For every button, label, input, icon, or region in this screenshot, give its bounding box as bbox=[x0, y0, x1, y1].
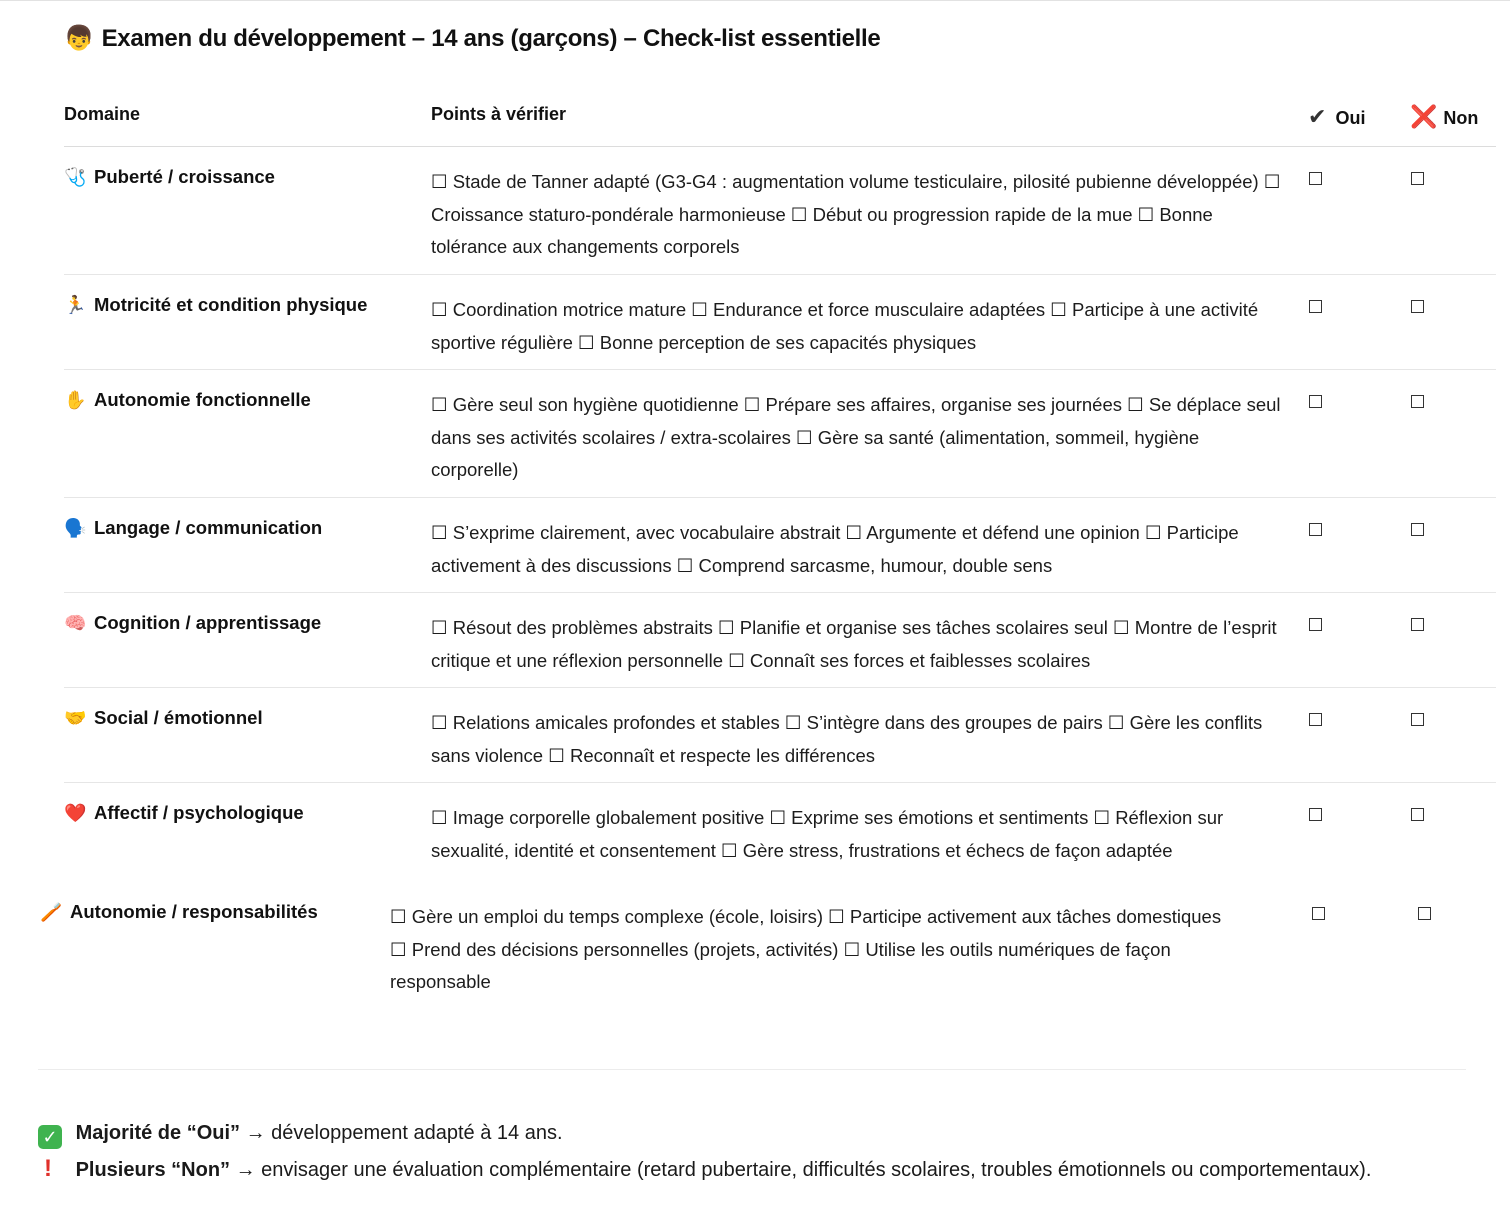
verdict-no-bold: Plusieurs “Non” bbox=[75, 1159, 231, 1181]
verdict-yes-text: développement adapté à 14 ans. bbox=[271, 1122, 563, 1144]
oui-checkbox[interactable] bbox=[1309, 172, 1323, 186]
oui-checkbox[interactable] bbox=[1312, 907, 1326, 921]
checkbox-icon[interactable] bbox=[1309, 395, 1322, 408]
oui-checkbox[interactable] bbox=[1309, 300, 1323, 314]
checkbox-icon[interactable] bbox=[1309, 808, 1322, 821]
checkbox-icon[interactable] bbox=[1411, 300, 1424, 313]
table-row bbox=[64, 389, 1496, 498]
checkbox-icon[interactable] bbox=[1312, 907, 1325, 920]
non-checkbox[interactable] bbox=[1411, 713, 1425, 727]
domain-icon: 🤝 bbox=[64, 708, 87, 728]
table-row bbox=[64, 294, 1496, 370]
domain-label: Social / émotionnel bbox=[94, 707, 263, 728]
arrow-icon: → bbox=[245, 1122, 266, 1144]
red-exclamation-icon: ! bbox=[44, 1155, 52, 1182]
checkbox-icon[interactable] bbox=[1309, 523, 1322, 536]
table-row bbox=[64, 517, 1496, 593]
non-checkbox[interactable] bbox=[1411, 523, 1425, 537]
domain-cell bbox=[40, 901, 318, 923]
domain-cell bbox=[64, 802, 304, 824]
points-cell: ☐ Résout des problèmes abstraits ☐ Planifie et organise ses tâches scolaires seul ☐ Montre de l’esprit critique et une réflexion personnelle ☐ Connaît ses forces et faiblesses scolaires bbox=[431, 617, 1277, 671]
checkbox-icon[interactable] bbox=[1309, 300, 1322, 313]
section-divider bbox=[38, 1069, 1466, 1070]
domain-icon: 🏃 bbox=[64, 295, 87, 315]
table-header bbox=[64, 100, 1496, 147]
checkbox-icon[interactable] bbox=[1309, 172, 1322, 185]
points-cell: ☐ Image corporelle globalement positive ☐ Exprime ses émotions et sentiments ☐ Réflexion sur sexualité, identité et consentement ☐ Gère stress, frustrations et échecs de façon adaptée bbox=[431, 807, 1224, 861]
domain-label: Langage / communication bbox=[94, 517, 323, 538]
checkbox-icon[interactable] bbox=[1309, 713, 1322, 726]
points-cell: ☐ Gère un emploi du temps complexe (école, loisirs) ☐ Participe activement aux tâches domestiques ☐ Prend des décisions personnelles (projets, activités) ☐ Utilise les outils numériques de façon responsable bbox=[390, 906, 1222, 992]
verdict-majority-yes bbox=[38, 1115, 1478, 1151]
domain-label: Affectif / psychologique bbox=[94, 802, 304, 823]
checkbox-icon[interactable] bbox=[1309, 618, 1322, 631]
oui-checkbox[interactable] bbox=[1309, 523, 1323, 537]
domain-label: Autonomie fonctionnelle bbox=[94, 389, 311, 410]
domain-cell bbox=[64, 707, 263, 729]
checkbox-icon[interactable] bbox=[1418, 907, 1431, 920]
non-checkbox[interactable] bbox=[1411, 618, 1425, 632]
checkbox-icon[interactable] bbox=[1411, 713, 1424, 726]
domain-label: Autonomie / responsabilités bbox=[70, 901, 318, 922]
domain-cell bbox=[64, 612, 321, 634]
checkmark-icon: ✔ bbox=[1308, 104, 1327, 129]
table-row bbox=[64, 166, 1496, 275]
points-cell: ☐ Gère seul son hygiène quotidienne ☐ Prépare ses affaires, organise ses journées ☐ Se déplace seul dans ses activités scolaires / extra-scolaires ☐ Gère sa santé (alimentation, sommeil, hygiène corporelle) bbox=[431, 394, 1281, 480]
checkbox-icon[interactable] bbox=[1411, 395, 1424, 408]
verdict-no-text: envisager une évaluation complémentaire (retard pubertaire, difficultés scolaires, troubles émotionnels ou comportementaux). bbox=[261, 1159, 1372, 1181]
domain-label: Puberté / croissance bbox=[94, 166, 275, 187]
domain-icon: 🩺 bbox=[64, 167, 87, 187]
non-checkbox[interactable] bbox=[1418, 907, 1432, 921]
checkbox-icon[interactable] bbox=[1411, 808, 1424, 821]
oui-checkbox[interactable] bbox=[1309, 808, 1323, 822]
checkbox-icon[interactable] bbox=[1411, 172, 1424, 185]
domain-cell bbox=[64, 517, 322, 539]
table-row bbox=[64, 612, 1496, 688]
domain-label: Motricité et condition physique bbox=[94, 294, 368, 315]
verdict-several-no bbox=[38, 1151, 1478, 1188]
domain-cell bbox=[64, 166, 275, 188]
non-checkbox[interactable] bbox=[1411, 172, 1425, 186]
checkbox-icon[interactable] bbox=[1411, 618, 1424, 631]
column-header-oui bbox=[1308, 104, 1365, 130]
domain-icon: 🗣️ bbox=[64, 518, 87, 538]
checkbox-icon[interactable] bbox=[1411, 523, 1424, 536]
oui-checkbox[interactable] bbox=[1309, 618, 1323, 632]
column-header-domain: Domaine bbox=[64, 104, 141, 124]
domain-icon: 🧠 bbox=[64, 613, 87, 633]
green-check-icon: ✓ bbox=[38, 1125, 62, 1149]
oui-checkbox[interactable] bbox=[1309, 395, 1323, 409]
points-cell: ☐ S’exprime clairement, avec vocabulaire abstrait ☐ Argumente et défend une opinion ☐ Participe activement à des discussions ☐ Comprend sarcasme, humour, double sens bbox=[431, 522, 1239, 576]
domain-icon: 🪥 bbox=[40, 902, 63, 922]
verdict-yes-bold: Majorité de “Oui” bbox=[75, 1122, 241, 1144]
domain-cell bbox=[64, 389, 311, 411]
points-cell: ☐ Stade de Tanner adapté (G3-G4 : augmentation volume testiculaire, pilosité pubienne développée) ☐ Croissance staturo-pondérale harmonieuse ☐ Début ou progression rapide de la mue ☐ Bonne tolérance aux changements corporels bbox=[431, 171, 1281, 257]
non-checkbox[interactable] bbox=[1411, 300, 1425, 314]
page-title bbox=[64, 24, 880, 53]
domain-cell bbox=[64, 294, 367, 316]
table-row bbox=[64, 707, 1496, 783]
arrow-icon: → bbox=[235, 1159, 256, 1181]
page-title-text: Examen du développement – 14 ans (garçons) – Check-list essentielle bbox=[101, 25, 881, 52]
boy-icon: 👦 bbox=[64, 25, 94, 52]
column-header-points: Points à vérifier bbox=[431, 104, 567, 124]
points-cell: ☐ Coordination motrice mature ☐ Endurance et force musculaire adaptées ☐ Participe à une activité sportive régulière ☐ Bonne perception de ses capacités physiques bbox=[431, 299, 1259, 353]
top-divider bbox=[0, 0, 1510, 1]
domain-icon: ✋ bbox=[64, 390, 87, 410]
points-cell: ☐ Relations amicales profondes et stables ☐ S’intègre dans des groupes de pairs ☐ Gère les conflits sans violence ☐ Reconnaît et respecte les différences bbox=[431, 712, 1263, 766]
table-row bbox=[40, 901, 1472, 1001]
cross-mark-icon: ❌ bbox=[1410, 104, 1438, 129]
non-checkbox[interactable] bbox=[1411, 808, 1425, 822]
domain-icon: ❤️ bbox=[64, 803, 87, 823]
table-row bbox=[64, 802, 1496, 898]
column-header-non bbox=[1410, 104, 1478, 130]
domain-label: Cognition / apprentissage bbox=[94, 612, 322, 633]
column-header-non-label: Non bbox=[1443, 108, 1479, 128]
non-checkbox[interactable] bbox=[1411, 395, 1425, 409]
oui-checkbox[interactable] bbox=[1309, 713, 1323, 727]
column-header-oui-label: Oui bbox=[1335, 108, 1366, 128]
